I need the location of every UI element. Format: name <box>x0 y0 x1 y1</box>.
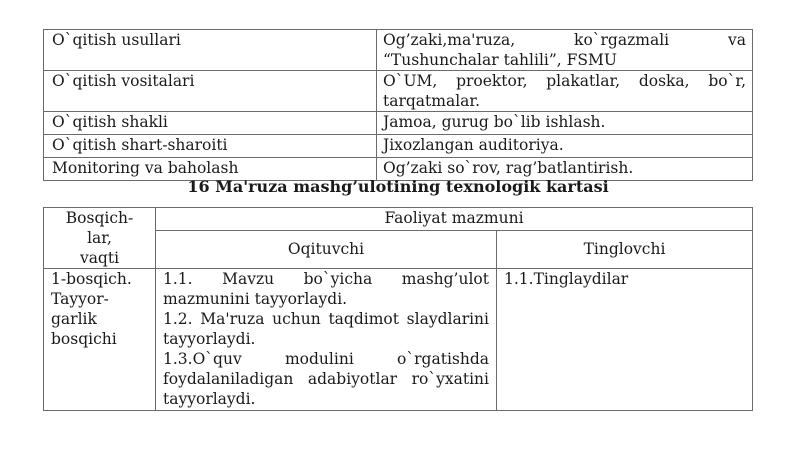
teacher-line: foydalaniladigan adabiyotlar ro`yxatini <box>163 370 489 388</box>
row-value-line: O`UM, proektor, plakatlar, doska, bo`r, <box>383 72 746 90</box>
methods-table <box>43 29 753 181</box>
row-value-line: “Tushunchalar tahlili”, FSMU <box>383 51 617 69</box>
table-row <box>44 112 753 135</box>
teacher-line: 1.1. Mavzu bo`yicha mashg’ulot <box>163 270 489 288</box>
stage-header-line: vaqti <box>79 249 120 267</box>
row-value: Jamoa, gurug bo`lib ishlash. <box>377 112 753 135</box>
teacher-line: 1.2. Ma'ruza uchun taqdimot slaydlarini <box>163 310 489 328</box>
stage-line: garlik <box>51 310 97 328</box>
row-label: O`qitish shart-sharoiti <box>44 135 377 158</box>
listener-activity-cell: 1.1.Tinglaydilar <box>497 269 753 411</box>
table-row <box>44 135 753 158</box>
tech-card-table <box>43 207 753 411</box>
section-heading: 16 Ma'ruza mashg’ulotining texnologik kartasi <box>187 177 609 196</box>
stage-header-line: lar, <box>87 229 112 247</box>
stage-cell <box>44 269 156 411</box>
teacher-line: 1.3.O`quv modulini o`rgatishda <box>163 350 489 368</box>
activity-content-header: Faoliyat mazmuni <box>156 208 753 231</box>
header-row <box>44 208 753 231</box>
stage-line: 1-bosqich. <box>51 270 132 288</box>
row-value: Og’zaki so`rov, rag’batlantirish. <box>377 158 753 181</box>
row-label: O`qitish usullari <box>44 30 377 71</box>
table-row <box>44 71 753 112</box>
stage-line: Tayyor- <box>51 290 109 308</box>
teacher-line: mazmunini tayyorlaydi. <box>163 290 348 308</box>
table-row <box>44 269 753 411</box>
teacher-line: tayyorlaydi. <box>163 330 256 348</box>
row-label: O`qitish vositalari <box>44 71 377 112</box>
row-label: O`qitish shakli <box>44 112 377 135</box>
row-value <box>377 71 753 112</box>
stage-header-line: Bosqich- <box>65 209 134 227</box>
teacher-column-header: Oqituvchi <box>156 230 497 268</box>
row-value-line: tarqatmalar. <box>383 92 481 110</box>
row-value-line: Og’zaki,ma'ruza, ko`rgazmali va <box>383 31 746 49</box>
row-value <box>377 30 753 71</box>
stage-line: bosqichi <box>51 330 117 348</box>
row-value: Jixozlangan auditoriya. <box>377 135 753 158</box>
listener-column-header: Tinglovchi <box>497 230 753 268</box>
teacher-line: tayyorlaydi. <box>163 390 256 408</box>
teacher-activity-cell <box>156 269 497 411</box>
row-label: Monitoring va baholash <box>44 158 377 181</box>
stage-column-header <box>44 208 156 269</box>
table-row <box>44 30 753 71</box>
